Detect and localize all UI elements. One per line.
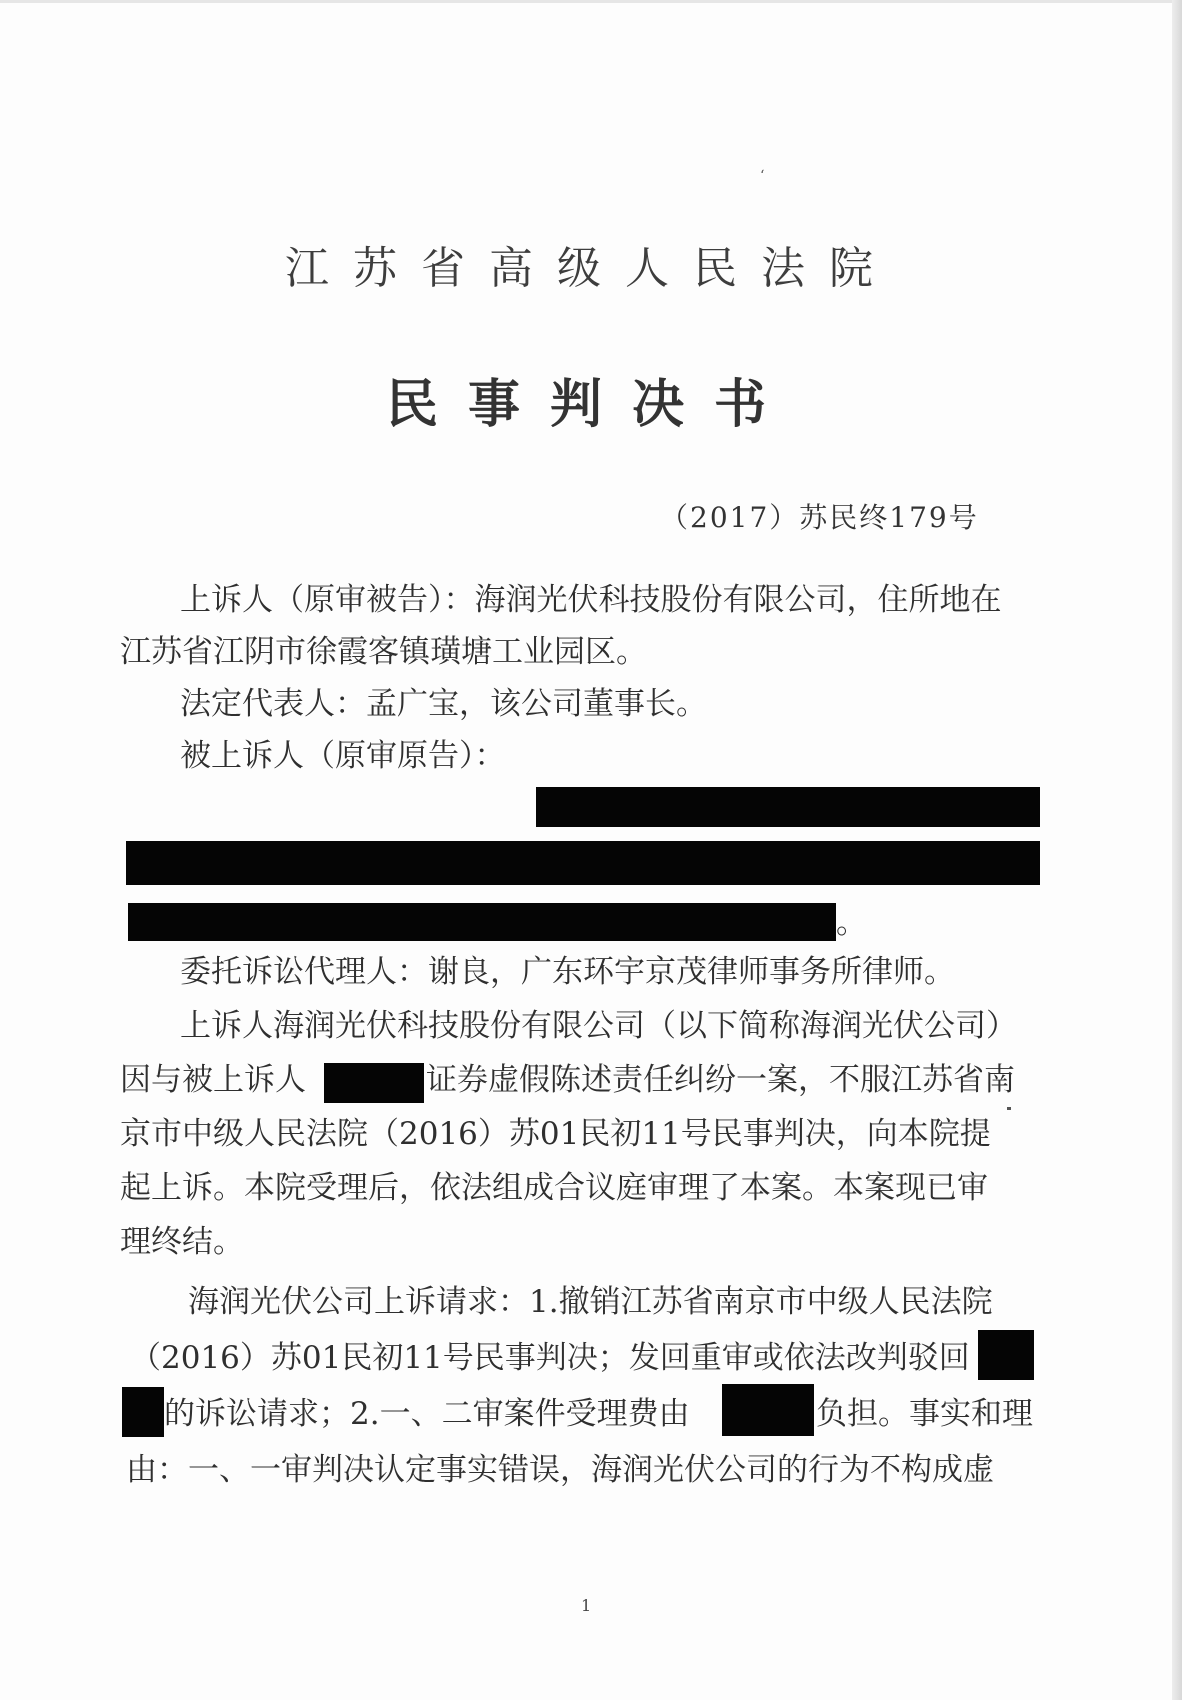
- appellant-line-2: 江苏省江阴市徐霞客镇璜塘工业园区。: [120, 634, 647, 670]
- court-name: 江苏省高级人民法院: [285, 243, 897, 294]
- redaction-block: [978, 1330, 1034, 1380]
- appeal-line-2: （2016）苏01民初11号民事判决；发回重审或依法改判驳回: [130, 1340, 970, 1376]
- redaction-block: [324, 1063, 424, 1103]
- redaction-block: [128, 903, 836, 941]
- legal-representative: 法定代表人：孟广宝，该公司董事长。: [180, 686, 707, 722]
- appeal-line-1: 海润光伏公司上诉请求：1.撤销江苏省南京市中级人民法院: [188, 1284, 993, 1320]
- narrative-line-4: 起上诉。本院受理后，依法组成合议庭审理了本案。本案现已审: [120, 1170, 988, 1206]
- stray-dot: [1007, 1107, 1011, 1110]
- narrative-line-3: 京市中级人民法院（2016）苏01民初11号民事判决，向本院提: [120, 1116, 991, 1152]
- appellant-line-1: 上诉人（原审被告）：海润光伏科技股份有限公司，住所地在: [180, 582, 1002, 618]
- appellee-label: 被上诉人（原审原告）：: [180, 738, 506, 774]
- case-number: （2017）苏民终179号: [660, 501, 979, 534]
- narrative-line-5: 理终结。: [120, 1224, 244, 1260]
- scan-top-edge: [0, 0, 1182, 3]
- page-number: 1: [581, 1596, 592, 1615]
- appeal-line-3b: 负担。事实和理: [816, 1396, 1033, 1432]
- appeal-line-3a: 的诉讼请求；2.一、二审案件受理费由: [164, 1396, 690, 1432]
- redaction-block: [722, 1384, 814, 1436]
- stray-mark: ‘: [760, 168, 765, 184]
- redaction-block: [122, 1387, 164, 1437]
- appeal-line-4: 由：一、一审判决认定事实错误，海润光伏公司的行为不构成虚: [126, 1452, 994, 1488]
- litigation-agent: 委托诉讼代理人：谢良，广东环宇京茂律师事务所律师。: [180, 954, 955, 990]
- narrative-line-1: 上诉人海润光伏科技股份有限公司（以下简称海润光伏公司）: [180, 1008, 1017, 1044]
- narrative-line-2a: 因与被上诉人: [120, 1062, 306, 1098]
- document-title: 民事判决书: [385, 375, 796, 435]
- redaction-period: 。: [836, 905, 867, 941]
- narrative-line-2b: 证券虚假陈述责任纠纷一案，不服江苏省南: [426, 1062, 1015, 1098]
- redaction-block: [536, 787, 1040, 827]
- redaction-block: [126, 841, 1040, 885]
